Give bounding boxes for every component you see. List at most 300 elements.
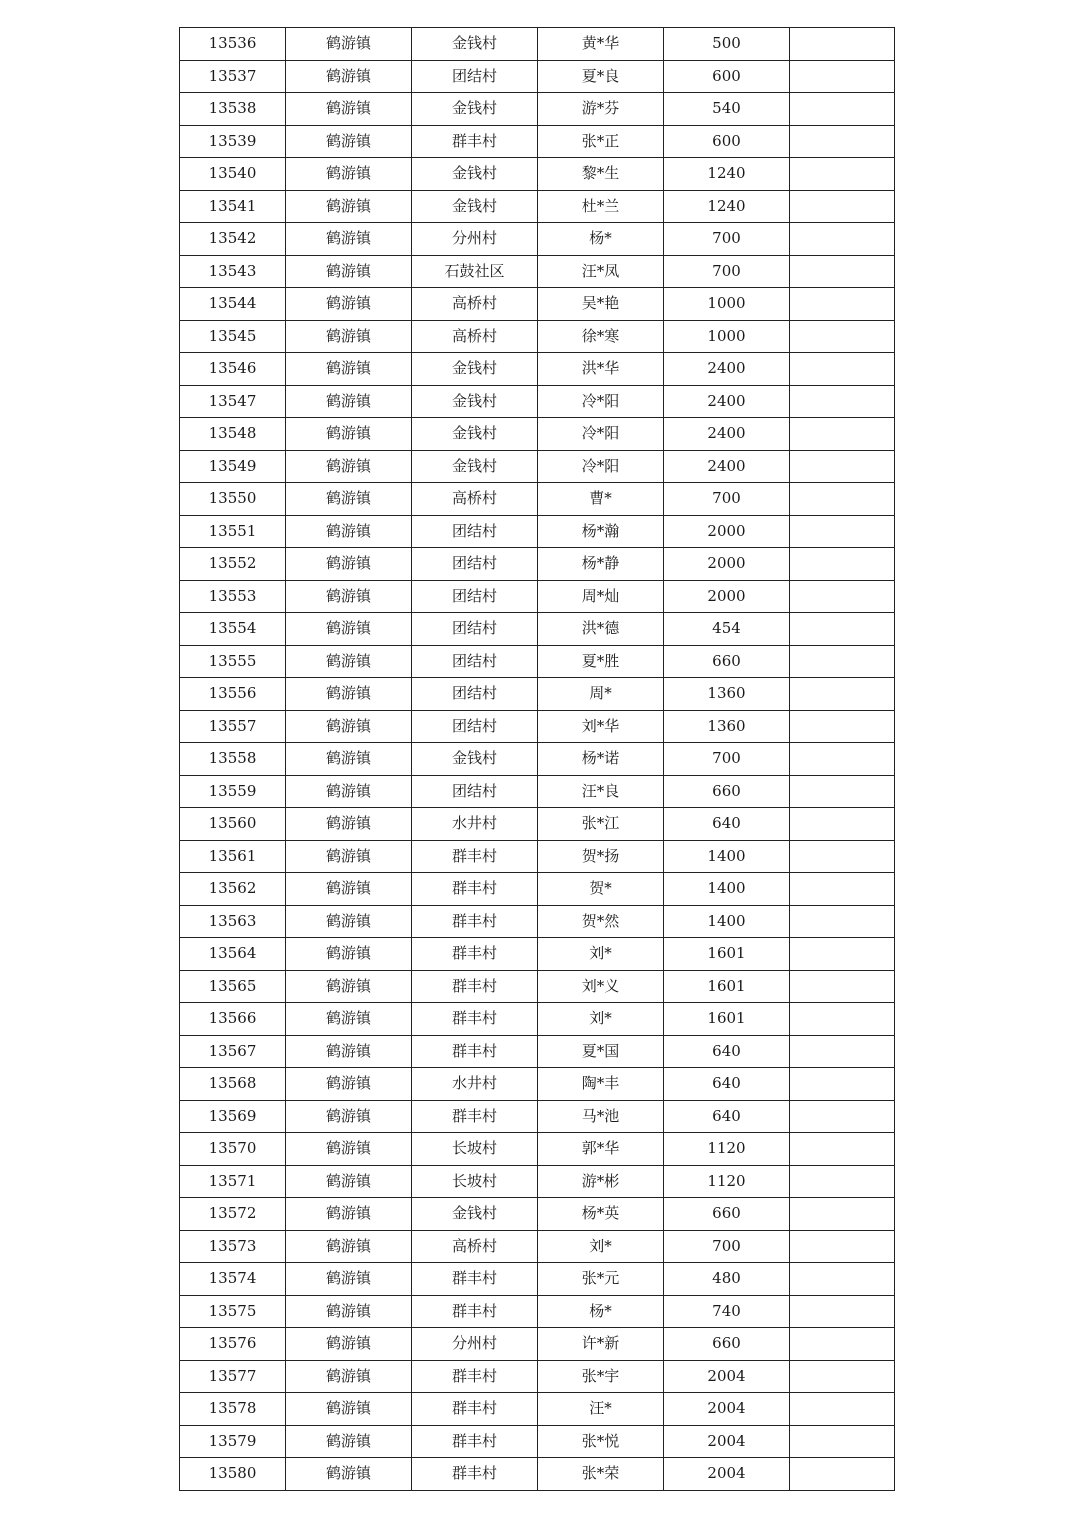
name-cell: 冷*阳 bbox=[538, 450, 664, 483]
remark-cell bbox=[790, 613, 895, 646]
village-cell: 水井村 bbox=[412, 1068, 538, 1101]
table-row bbox=[180, 28, 895, 61]
row-number-cell: 13548 bbox=[180, 418, 286, 451]
town-cell: 鹤游镇 bbox=[286, 1360, 412, 1393]
name-cell: 刘*华 bbox=[538, 710, 664, 743]
remark-cell bbox=[790, 1295, 895, 1328]
remark-cell bbox=[790, 1035, 895, 1068]
remark-cell bbox=[790, 450, 895, 483]
village-cell: 团结村 bbox=[412, 613, 538, 646]
row-number-cell: 13536 bbox=[180, 28, 286, 61]
table-row bbox=[180, 645, 895, 678]
table-row bbox=[180, 1133, 895, 1166]
remark-cell bbox=[790, 1425, 895, 1458]
village-cell: 金钱村 bbox=[412, 450, 538, 483]
row-number-cell: 13562 bbox=[180, 873, 286, 906]
row-number-cell: 13539 bbox=[180, 125, 286, 158]
amount-cell: 1360 bbox=[664, 710, 790, 743]
town-cell: 鹤游镇 bbox=[286, 1133, 412, 1166]
remark-cell bbox=[790, 223, 895, 256]
town-cell: 鹤游镇 bbox=[286, 645, 412, 678]
table-row bbox=[180, 1393, 895, 1426]
village-cell: 金钱村 bbox=[412, 418, 538, 451]
amount-cell: 2004 bbox=[664, 1425, 790, 1458]
town-cell: 鹤游镇 bbox=[286, 710, 412, 743]
amount-cell: 500 bbox=[664, 28, 790, 61]
amount-cell: 2004 bbox=[664, 1393, 790, 1426]
remark-cell bbox=[790, 1133, 895, 1166]
name-cell: 夏*胜 bbox=[538, 645, 664, 678]
table-row bbox=[180, 1263, 895, 1296]
table-row bbox=[180, 1425, 895, 1458]
name-cell: 陶*丰 bbox=[538, 1068, 664, 1101]
amount-cell: 640 bbox=[664, 1100, 790, 1133]
village-cell: 高桥村 bbox=[412, 483, 538, 516]
table-body bbox=[180, 28, 895, 1491]
village-cell: 群丰村 bbox=[412, 1360, 538, 1393]
row-number-cell: 13551 bbox=[180, 515, 286, 548]
name-cell: 许*新 bbox=[538, 1328, 664, 1361]
table-row bbox=[180, 1198, 895, 1231]
remark-cell bbox=[790, 288, 895, 321]
row-number-cell: 13541 bbox=[180, 190, 286, 223]
row-number-cell: 13580 bbox=[180, 1458, 286, 1491]
row-number-cell: 13559 bbox=[180, 775, 286, 808]
name-cell: 张*宇 bbox=[538, 1360, 664, 1393]
table-row bbox=[180, 320, 895, 353]
table-row bbox=[180, 775, 895, 808]
name-cell: 郭*华 bbox=[538, 1133, 664, 1166]
table-row bbox=[180, 613, 895, 646]
table-row bbox=[180, 905, 895, 938]
remark-cell bbox=[790, 1100, 895, 1133]
amount-cell: 700 bbox=[664, 483, 790, 516]
amount-cell: 480 bbox=[664, 1263, 790, 1296]
row-number-cell: 13577 bbox=[180, 1360, 286, 1393]
remark-cell bbox=[790, 1003, 895, 1036]
amount-cell: 2004 bbox=[664, 1458, 790, 1491]
amount-cell: 1601 bbox=[664, 938, 790, 971]
remark-cell bbox=[790, 1165, 895, 1198]
village-cell: 金钱村 bbox=[412, 158, 538, 191]
name-cell: 吴*艳 bbox=[538, 288, 664, 321]
amount-cell: 1120 bbox=[664, 1133, 790, 1166]
town-cell: 鹤游镇 bbox=[286, 1035, 412, 1068]
table-row bbox=[180, 840, 895, 873]
village-cell: 群丰村 bbox=[412, 970, 538, 1003]
remark-cell bbox=[790, 678, 895, 711]
name-cell: 杨*静 bbox=[538, 548, 664, 581]
remark-cell bbox=[790, 905, 895, 938]
row-number-cell: 13566 bbox=[180, 1003, 286, 1036]
name-cell: 刘* bbox=[538, 1003, 664, 1036]
village-cell: 金钱村 bbox=[412, 28, 538, 61]
town-cell: 鹤游镇 bbox=[286, 158, 412, 191]
remark-cell bbox=[790, 580, 895, 613]
village-cell: 群丰村 bbox=[412, 1003, 538, 1036]
row-number-cell: 13542 bbox=[180, 223, 286, 256]
name-cell: 游*芬 bbox=[538, 93, 664, 126]
village-cell: 群丰村 bbox=[412, 1035, 538, 1068]
row-number-cell: 13573 bbox=[180, 1230, 286, 1263]
name-cell: 马*池 bbox=[538, 1100, 664, 1133]
town-cell: 鹤游镇 bbox=[286, 1068, 412, 1101]
table-row bbox=[180, 808, 895, 841]
town-cell: 鹤游镇 bbox=[286, 288, 412, 321]
amount-cell: 1240 bbox=[664, 190, 790, 223]
row-number-cell: 13563 bbox=[180, 905, 286, 938]
row-number-cell: 13558 bbox=[180, 743, 286, 776]
town-cell: 鹤游镇 bbox=[286, 385, 412, 418]
town-cell: 鹤游镇 bbox=[286, 548, 412, 581]
row-number-cell: 13576 bbox=[180, 1328, 286, 1361]
name-cell: 贺* bbox=[538, 873, 664, 906]
village-cell: 群丰村 bbox=[412, 1425, 538, 1458]
town-cell: 鹤游镇 bbox=[286, 613, 412, 646]
village-cell: 金钱村 bbox=[412, 743, 538, 776]
table-row bbox=[180, 1360, 895, 1393]
town-cell: 鹤游镇 bbox=[286, 320, 412, 353]
village-cell: 金钱村 bbox=[412, 385, 538, 418]
table-row bbox=[180, 1230, 895, 1263]
remark-cell bbox=[790, 1263, 895, 1296]
amount-cell: 2004 bbox=[664, 1360, 790, 1393]
table-row bbox=[180, 1295, 895, 1328]
remark-cell bbox=[790, 1328, 895, 1361]
table-row bbox=[180, 1458, 895, 1491]
amount-cell: 2000 bbox=[664, 548, 790, 581]
village-cell: 群丰村 bbox=[412, 905, 538, 938]
village-cell: 石鼓社区 bbox=[412, 255, 538, 288]
amount-cell: 700 bbox=[664, 743, 790, 776]
remark-cell bbox=[790, 418, 895, 451]
row-number-cell: 13540 bbox=[180, 158, 286, 191]
row-number-cell: 13556 bbox=[180, 678, 286, 711]
amount-cell: 600 bbox=[664, 60, 790, 93]
table-row bbox=[180, 1003, 895, 1036]
name-cell: 汪*良 bbox=[538, 775, 664, 808]
remark-cell bbox=[790, 645, 895, 678]
amount-cell: 1120 bbox=[664, 1165, 790, 1198]
table-row bbox=[180, 1100, 895, 1133]
name-cell: 洪*华 bbox=[538, 353, 664, 386]
table-row bbox=[180, 93, 895, 126]
village-cell: 金钱村 bbox=[412, 93, 538, 126]
village-cell: 团结村 bbox=[412, 710, 538, 743]
table-row bbox=[180, 548, 895, 581]
town-cell: 鹤游镇 bbox=[286, 483, 412, 516]
table-row bbox=[180, 710, 895, 743]
village-cell: 长坡村 bbox=[412, 1133, 538, 1166]
village-cell: 高桥村 bbox=[412, 320, 538, 353]
amount-cell: 600 bbox=[664, 125, 790, 158]
name-cell: 刘*义 bbox=[538, 970, 664, 1003]
table-row bbox=[180, 580, 895, 613]
amount-cell: 700 bbox=[664, 1230, 790, 1263]
town-cell: 鹤游镇 bbox=[286, 1393, 412, 1426]
table-row bbox=[180, 1328, 895, 1361]
table-row bbox=[180, 515, 895, 548]
row-number-cell: 13543 bbox=[180, 255, 286, 288]
town-cell: 鹤游镇 bbox=[286, 450, 412, 483]
amount-cell: 740 bbox=[664, 1295, 790, 1328]
name-cell: 冷*阳 bbox=[538, 418, 664, 451]
village-cell: 群丰村 bbox=[412, 1393, 538, 1426]
town-cell: 鹤游镇 bbox=[286, 125, 412, 158]
amount-cell: 1400 bbox=[664, 840, 790, 873]
row-number-cell: 13552 bbox=[180, 548, 286, 581]
name-cell: 张*江 bbox=[538, 808, 664, 841]
row-number-cell: 13575 bbox=[180, 1295, 286, 1328]
row-number-cell: 13565 bbox=[180, 970, 286, 1003]
amount-cell: 1000 bbox=[664, 320, 790, 353]
name-cell: 游*彬 bbox=[538, 1165, 664, 1198]
table-row bbox=[180, 125, 895, 158]
amount-cell: 1240 bbox=[664, 158, 790, 191]
town-cell: 鹤游镇 bbox=[286, 678, 412, 711]
name-cell: 汪*凤 bbox=[538, 255, 664, 288]
town-cell: 鹤游镇 bbox=[286, 905, 412, 938]
table-row bbox=[180, 1165, 895, 1198]
town-cell: 鹤游镇 bbox=[286, 1003, 412, 1036]
amount-cell: 2400 bbox=[664, 385, 790, 418]
name-cell: 洪*德 bbox=[538, 613, 664, 646]
amount-cell: 454 bbox=[664, 613, 790, 646]
village-cell: 金钱村 bbox=[412, 1198, 538, 1231]
row-number-cell: 13568 bbox=[180, 1068, 286, 1101]
village-cell: 金钱村 bbox=[412, 353, 538, 386]
remark-cell bbox=[790, 1393, 895, 1426]
remark-cell bbox=[790, 28, 895, 61]
village-cell: 团结村 bbox=[412, 515, 538, 548]
town-cell: 鹤游镇 bbox=[286, 1100, 412, 1133]
name-cell: 贺*扬 bbox=[538, 840, 664, 873]
row-number-cell: 13555 bbox=[180, 645, 286, 678]
table-row bbox=[180, 1035, 895, 1068]
amount-cell: 2000 bbox=[664, 515, 790, 548]
table-row bbox=[180, 255, 895, 288]
remark-cell bbox=[790, 353, 895, 386]
row-number-cell: 13544 bbox=[180, 288, 286, 321]
table-row bbox=[180, 970, 895, 1003]
amount-cell: 2400 bbox=[664, 353, 790, 386]
remark-cell bbox=[790, 1068, 895, 1101]
name-cell: 张*荣 bbox=[538, 1458, 664, 1491]
remark-cell bbox=[790, 158, 895, 191]
table-row bbox=[180, 678, 895, 711]
town-cell: 鹤游镇 bbox=[286, 1230, 412, 1263]
table-row bbox=[180, 190, 895, 223]
amount-cell: 1601 bbox=[664, 1003, 790, 1036]
remark-cell bbox=[790, 515, 895, 548]
name-cell: 刘* bbox=[538, 1230, 664, 1263]
name-cell: 刘* bbox=[538, 938, 664, 971]
town-cell: 鹤游镇 bbox=[286, 808, 412, 841]
table-row bbox=[180, 483, 895, 516]
remark-cell bbox=[790, 808, 895, 841]
name-cell: 黎*生 bbox=[538, 158, 664, 191]
table-row bbox=[180, 1068, 895, 1101]
remark-cell bbox=[790, 93, 895, 126]
town-cell: 鹤游镇 bbox=[286, 580, 412, 613]
name-cell: 张*正 bbox=[538, 125, 664, 158]
town-cell: 鹤游镇 bbox=[286, 93, 412, 126]
name-cell: 周*灿 bbox=[538, 580, 664, 613]
row-number-cell: 13567 bbox=[180, 1035, 286, 1068]
village-cell: 群丰村 bbox=[412, 125, 538, 158]
remark-cell bbox=[790, 970, 895, 1003]
town-cell: 鹤游镇 bbox=[286, 28, 412, 61]
village-cell: 分州村 bbox=[412, 1328, 538, 1361]
village-cell: 团结村 bbox=[412, 645, 538, 678]
remark-cell bbox=[790, 840, 895, 873]
remark-cell bbox=[790, 190, 895, 223]
amount-cell: 640 bbox=[664, 1035, 790, 1068]
amount-cell: 2400 bbox=[664, 418, 790, 451]
table-row bbox=[180, 418, 895, 451]
remark-cell bbox=[790, 125, 895, 158]
amount-cell: 1360 bbox=[664, 678, 790, 711]
town-cell: 鹤游镇 bbox=[286, 1458, 412, 1491]
village-cell: 群丰村 bbox=[412, 1263, 538, 1296]
amount-cell: 700 bbox=[664, 223, 790, 256]
amount-cell: 660 bbox=[664, 645, 790, 678]
remark-cell bbox=[790, 320, 895, 353]
town-cell: 鹤游镇 bbox=[286, 1425, 412, 1458]
remark-cell bbox=[790, 548, 895, 581]
village-cell: 群丰村 bbox=[412, 1458, 538, 1491]
remark-cell bbox=[790, 60, 895, 93]
amount-cell: 700 bbox=[664, 255, 790, 288]
row-number-cell: 13561 bbox=[180, 840, 286, 873]
name-cell: 杨* bbox=[538, 1295, 664, 1328]
village-cell: 长坡村 bbox=[412, 1165, 538, 1198]
table-row bbox=[180, 938, 895, 971]
name-cell: 夏*良 bbox=[538, 60, 664, 93]
amount-cell: 1400 bbox=[664, 905, 790, 938]
row-number-cell: 13547 bbox=[180, 385, 286, 418]
town-cell: 鹤游镇 bbox=[286, 873, 412, 906]
data-table bbox=[179, 27, 895, 1491]
amount-cell: 660 bbox=[664, 1198, 790, 1231]
village-cell: 团结村 bbox=[412, 60, 538, 93]
village-cell: 群丰村 bbox=[412, 1100, 538, 1133]
name-cell: 杨*诺 bbox=[538, 743, 664, 776]
village-cell: 群丰村 bbox=[412, 873, 538, 906]
amount-cell: 640 bbox=[664, 808, 790, 841]
name-cell: 夏*国 bbox=[538, 1035, 664, 1068]
village-cell: 团结村 bbox=[412, 775, 538, 808]
remark-cell bbox=[790, 1230, 895, 1263]
remark-cell bbox=[790, 385, 895, 418]
row-number-cell: 13572 bbox=[180, 1198, 286, 1231]
village-cell: 团结村 bbox=[412, 548, 538, 581]
row-number-cell: 13538 bbox=[180, 93, 286, 126]
name-cell: 张*悦 bbox=[538, 1425, 664, 1458]
town-cell: 鹤游镇 bbox=[286, 515, 412, 548]
name-cell: 冷*阳 bbox=[538, 385, 664, 418]
village-cell: 群丰村 bbox=[412, 1295, 538, 1328]
table-row bbox=[180, 60, 895, 93]
town-cell: 鹤游镇 bbox=[286, 1263, 412, 1296]
town-cell: 鹤游镇 bbox=[286, 743, 412, 776]
row-number-cell: 13560 bbox=[180, 808, 286, 841]
town-cell: 鹤游镇 bbox=[286, 970, 412, 1003]
name-cell: 张*元 bbox=[538, 1263, 664, 1296]
amount-cell: 2400 bbox=[664, 450, 790, 483]
remark-cell bbox=[790, 775, 895, 808]
town-cell: 鹤游镇 bbox=[286, 1295, 412, 1328]
row-number-cell: 13545 bbox=[180, 320, 286, 353]
amount-cell: 1400 bbox=[664, 873, 790, 906]
remark-cell bbox=[790, 710, 895, 743]
town-cell: 鹤游镇 bbox=[286, 255, 412, 288]
village-cell: 金钱村 bbox=[412, 190, 538, 223]
name-cell: 徐*寒 bbox=[538, 320, 664, 353]
remark-cell bbox=[790, 743, 895, 776]
town-cell: 鹤游镇 bbox=[286, 840, 412, 873]
name-cell: 汪* bbox=[538, 1393, 664, 1426]
town-cell: 鹤游镇 bbox=[286, 1198, 412, 1231]
row-number-cell: 13570 bbox=[180, 1133, 286, 1166]
row-number-cell: 13557 bbox=[180, 710, 286, 743]
town-cell: 鹤游镇 bbox=[286, 60, 412, 93]
row-number-cell: 13553 bbox=[180, 580, 286, 613]
name-cell: 杨*英 bbox=[538, 1198, 664, 1231]
town-cell: 鹤游镇 bbox=[286, 418, 412, 451]
row-number-cell: 13569 bbox=[180, 1100, 286, 1133]
table-row bbox=[180, 385, 895, 418]
remark-cell bbox=[790, 938, 895, 971]
town-cell: 鹤游镇 bbox=[286, 223, 412, 256]
remark-cell bbox=[790, 1458, 895, 1491]
name-cell: 杨* bbox=[538, 223, 664, 256]
table-row bbox=[180, 223, 895, 256]
table-row bbox=[180, 158, 895, 191]
name-cell: 周* bbox=[538, 678, 664, 711]
name-cell: 贺*然 bbox=[538, 905, 664, 938]
amount-cell: 1601 bbox=[664, 970, 790, 1003]
remark-cell bbox=[790, 1198, 895, 1231]
village-cell: 团结村 bbox=[412, 580, 538, 613]
amount-cell: 2000 bbox=[664, 580, 790, 613]
village-cell: 群丰村 bbox=[412, 840, 538, 873]
row-number-cell: 13554 bbox=[180, 613, 286, 646]
name-cell: 杜*兰 bbox=[538, 190, 664, 223]
row-number-cell: 13549 bbox=[180, 450, 286, 483]
town-cell: 鹤游镇 bbox=[286, 1165, 412, 1198]
row-number-cell: 13579 bbox=[180, 1425, 286, 1458]
town-cell: 鹤游镇 bbox=[286, 190, 412, 223]
table-row bbox=[180, 873, 895, 906]
town-cell: 鹤游镇 bbox=[286, 775, 412, 808]
amount-cell: 660 bbox=[664, 775, 790, 808]
name-cell: 杨*瀚 bbox=[538, 515, 664, 548]
row-number-cell: 13571 bbox=[180, 1165, 286, 1198]
amount-cell: 640 bbox=[664, 1068, 790, 1101]
town-cell: 鹤游镇 bbox=[286, 938, 412, 971]
amount-cell: 660 bbox=[664, 1328, 790, 1361]
table-row bbox=[180, 743, 895, 776]
table-row bbox=[180, 353, 895, 386]
remark-cell bbox=[790, 873, 895, 906]
name-cell: 曹* bbox=[538, 483, 664, 516]
village-cell: 群丰村 bbox=[412, 938, 538, 971]
row-number-cell: 13537 bbox=[180, 60, 286, 93]
row-number-cell: 13564 bbox=[180, 938, 286, 971]
village-cell: 高桥村 bbox=[412, 288, 538, 321]
name-cell: 黄*华 bbox=[538, 28, 664, 61]
